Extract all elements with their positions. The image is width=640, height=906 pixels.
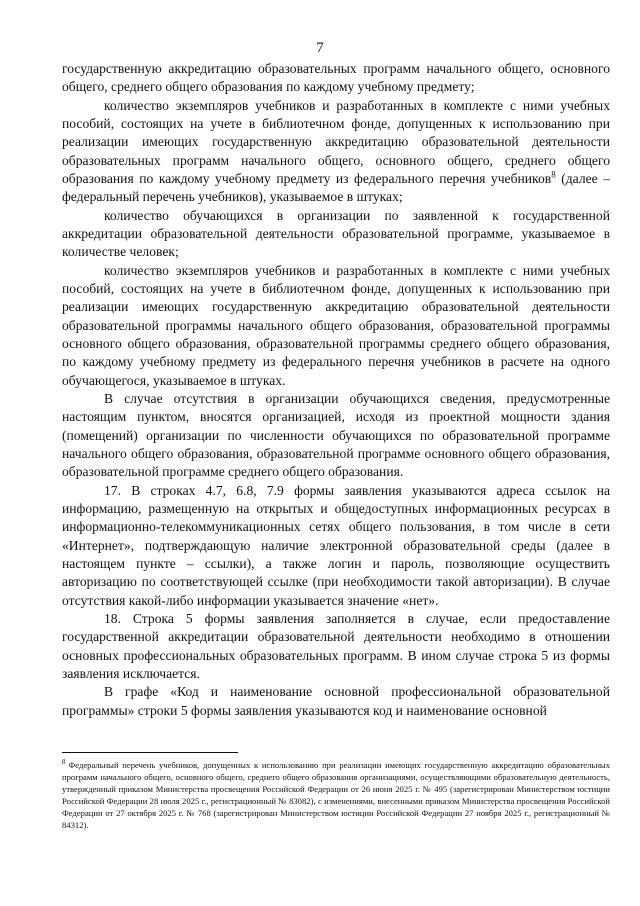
paragraph-text: (далее – федеральный перечень учебников), указываемое в штуках; [62, 170, 610, 205]
paragraph: государственную аккредитацию образовательных программ начального общего, основного общего, среднего общего образования по каждому учебному предмету; [62, 61, 610, 95]
paragraph: количество обучающихся в организации по заявленной к государственной аккредитации образовательной деятельности образовательной программе, указываемое в количестве человек; [62, 207, 610, 260]
paragraph: В графе «Код и наименование основной профессиональной образовательной программы» строки 5 формы заявления указываются код и наименование основной [62, 684, 610, 718]
footnote [62, 759, 610, 831]
paragraph: 17. В строках 4.7, 6.8, 7.9 формы заявления указываются адреса ссылок на информацию, размещенную на открытых и общедоступных информационных ресурсах в информационно-телекоммуникационных сетях общего пользования, в том числе в сети «Интернет», подтверждающую наличие электронной образовательной среды (далее в настоящем пункте – ссылки), а также логин и пароль, позволяющие осуществить авторизацию по соответствующей ссылке (при необходимости такой авторизации). В случае отсутствия какой-либо информации указывается значение «нет». [62, 482, 610, 608]
document-body [62, 60, 610, 720]
paragraph: В случае отсутствия в организации обучающихся сведения, предусмотренные настоящим пунктом, вносятся организацией, исходя из проектной мощности здания (помещений) организации по численности обучающихся по образовательной программе начального общего образования, образовательной программе основного общего образования, образовательной программе среднего общего образования. [62, 391, 610, 480]
paragraph: количество экземпляров учебников и разработанных в комплекте с ними учебных пособий, состоящих на учете в библиотечном фонде, допущенных к использованию при реализации имеющих государственную аккредитацию образовательной деятельности образовательной программы начального общего образования, образовательной программы основного общего образования, образовательной программы среднего общего образования, по каждому учебному предмету из федерального перечня учебников в расчете на одного обучающегося, указываемое в штуках. [62, 262, 610, 388]
paragraph-text: количество экземпляров учебников и разработанных в комплекте с ними учебных пособий, состоящих на учете в библиотечном фонде, допущенных к использованию при реализации имеющих государственную аккредитацию образовательной деятельности образовательных программ начального общего, основного общего, среднего общего образования по каждому учебному предмету из федерального перечня учебников [62, 97, 610, 186]
paragraph: 18. Строка 5 формы заявления заполняется в случае, если предоставление государственной аккредитации образовательной деятельности необходимо в отношении основных профессиональных образовательных программ. В ином случае строка 5 из формы заявления исключается. [62, 611, 610, 681]
page-number: 7 [316, 40, 324, 56]
footnote-reference: 8 [551, 169, 556, 180]
footnote-text: Федеральный перечень учебников, допущенных к использованию при реализации имеющих государственную аккредитацию образовательных программ начального общего, основного общего, среднего общего образования организациями, осуществляющими образовательную деятельность, утвержденный приказом Министерства просвещения Российской Федерации от 26 июня 2025 г. № 495 (зарегистрирован Министерством юстиции Российской Федерации 28 июля 2025 г., регистрационный № 83082), с изменениями, внесенными приказом Министерства просвещения Российской Федерации от 27 октября 2025 г. № 768 (зарегистрирован Министерством юстиции Российской Федерации 27 ноября 2025 г., регистрационный № 84312). [62, 760, 610, 830]
paragraph [62, 97, 610, 207]
footnote-mark: 8 [62, 758, 66, 767]
footnote-divider [62, 752, 238, 753]
